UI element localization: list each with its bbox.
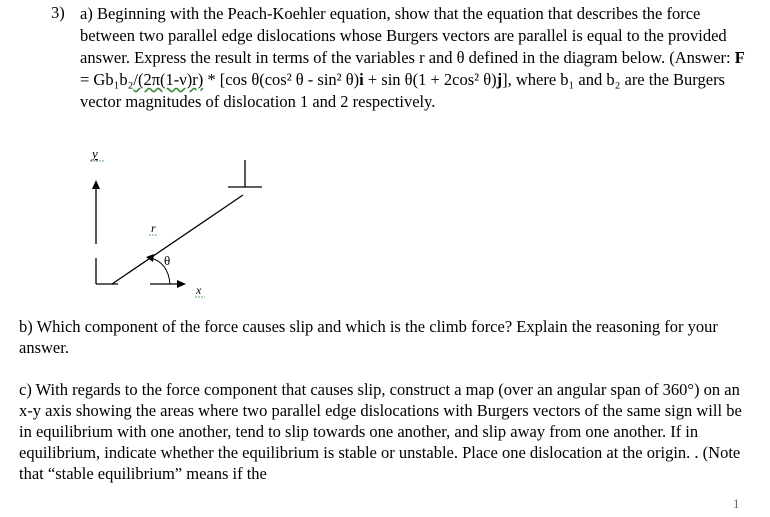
question-part-b: b) Which component of the force causes slip and which is the climb force? Explain the reasoning for your answer. bbox=[19, 317, 718, 357]
theta-label: θ bbox=[164, 253, 171, 268]
force-vector-symbol: F bbox=[734, 48, 745, 67]
r-vector-line bbox=[112, 195, 243, 284]
y-axis-arrowhead bbox=[92, 180, 100, 189]
x-axis-arrowhead bbox=[177, 280, 186, 288]
unit-vector-j: j bbox=[496, 70, 503, 89]
unit-vector-i: i bbox=[359, 70, 364, 89]
question-number: 3) bbox=[51, 3, 65, 22]
r-label: r bbox=[151, 221, 156, 235]
y-axis-label: y bbox=[92, 146, 98, 161]
equation-denominator: /(2π(1-ν)r) bbox=[133, 70, 204, 89]
equation-sin-term: + sin θ(1 + 2cos² θ) bbox=[363, 70, 497, 89]
x-axis-label: x bbox=[196, 283, 202, 297]
part-a-text-2: ], where b₁ and b₂ are the Burgers vector magnitudes of dislocation 1 and 2 respectively. bbox=[80, 70, 725, 111]
question-part-c: c) With regards to the force component that causes slip, construct a map (over an angular span of 360°) on an x-y axis showing the areas where two parallel edge dislocations with Burgers vectors of the same sign will be in equilibrium with one another, tend to slip towards one another, and slip away from one another. If in equilibrium, indicate whether the equilibrium is stable or unstable. Place one dislocation at the origin. . (Note that “stable equilibrium” means if the bbox=[19, 380, 742, 483]
page-number: 1 bbox=[733, 496, 740, 511]
equation-rest: * [cos θ(cos² θ - sin² θ) bbox=[203, 70, 360, 89]
part-a-text-1: a) Beginning with the Peach-Koehler equation, show that the equation that describes the force between two parallel edge dislocations whose Burgers vectors are parallel is equal to the provided answer. Express the result in terms of the variables r and θ defined in the diagram below. (Answer: bbox=[80, 4, 735, 67]
equation-middle: = Gb₁b₂ bbox=[80, 70, 134, 89]
